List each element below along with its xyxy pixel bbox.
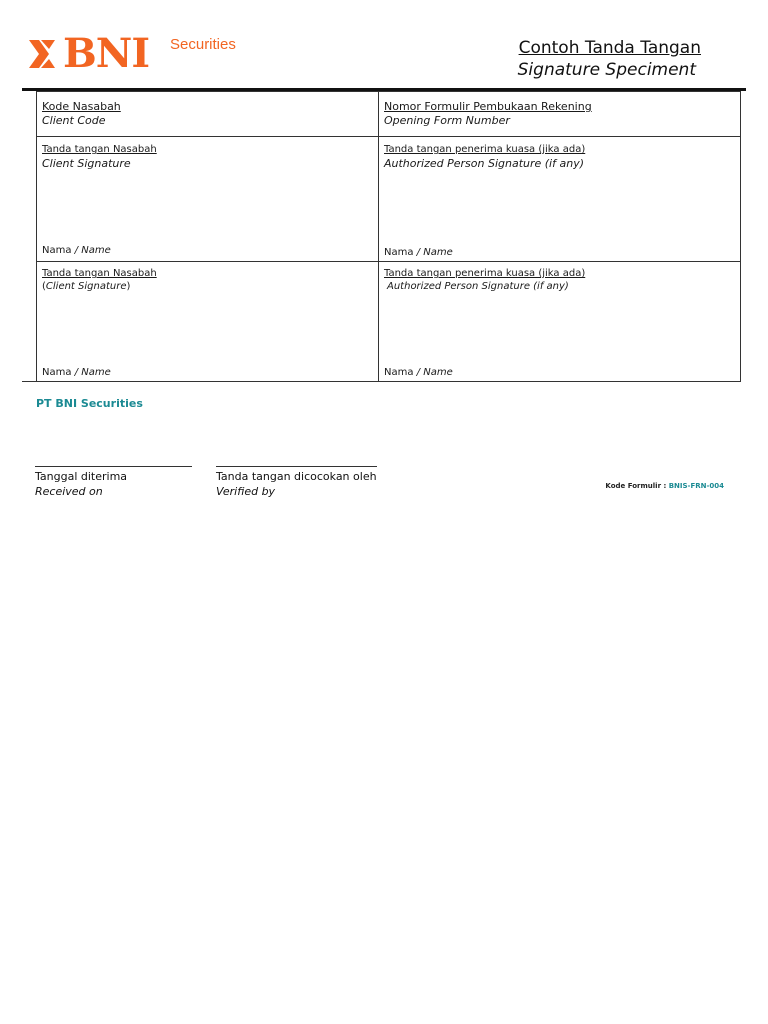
client-code-cell[interactable]	[37, 92, 379, 137]
form-code-value: BNIS-FRN-004	[668, 482, 724, 490]
authorized-signature-sub: Authorized Person Signature (if any)	[387, 281, 569, 292]
authorized-signature-sub: Authorized Person Signature (if any)	[384, 157, 584, 170]
verified-by-label: Tanda tangan dicocokan oleh	[216, 470, 377, 483]
logo-wordmark: BNI	[63, 30, 150, 77]
received-on-line[interactable]	[35, 466, 192, 467]
authorized-signature-cell[interactable]	[379, 137, 741, 262]
page-subtitle: Signature Speciment	[517, 60, 696, 80]
form-code	[605, 482, 724, 490]
opening-form-number-cell[interactable]	[379, 92, 741, 137]
opening-form-label: Nomor Formulir Pembukaan Rekening	[384, 100, 592, 113]
form-code-label: Kode Formulir :	[605, 482, 667, 490]
verified-by-line[interactable]	[216, 466, 377, 467]
bni-logo-mark-icon	[27, 38, 57, 72]
logo-subtitle: Securities	[170, 36, 236, 53]
client-signature-sub: Client Signature	[42, 157, 131, 170]
received-on-label: Tanggal diterima	[35, 470, 128, 483]
name-label: Nama / Name	[42, 367, 111, 378]
name-label: Nama / Name	[42, 245, 111, 256]
received-on-sub: Received on	[35, 485, 103, 498]
opening-form-sub: Opening Form Number	[384, 114, 510, 127]
client-signature-label: Tanda tangan Nasabah	[42, 268, 157, 279]
authorized-signature-label: Tanda tangan penerima kuasa (jika ada)	[384, 268, 586, 279]
name-label: Nama / Name	[384, 367, 453, 378]
authorized-signature-label: Tanda tangan penerima kuasa (jika ada)	[384, 144, 586, 155]
page-title: Contoh Tanda Tangan	[518, 38, 701, 58]
signature-form-table	[36, 91, 741, 382]
client-code-label: Kode Nasabah	[42, 100, 121, 113]
authorized-signature-cell-2[interactable]	[379, 262, 741, 382]
table-row	[37, 92, 741, 137]
verified-by-sub: Verified by	[216, 485, 276, 498]
client-signature-cell-2[interactable]	[37, 262, 379, 382]
client-signature-label: Tanda tangan Nasabah	[42, 144, 157, 155]
name-label: Nama / Name	[384, 247, 453, 258]
client-signature-cell[interactable]	[37, 137, 379, 262]
table-bottom-rule	[22, 381, 740, 382]
client-signature-sub: (Client Signature)	[42, 281, 131, 292]
table-row	[37, 137, 741, 262]
client-code-sub: Client Code	[42, 114, 106, 127]
table-row	[37, 262, 741, 382]
company-name: PT BNI Securities	[36, 397, 143, 410]
